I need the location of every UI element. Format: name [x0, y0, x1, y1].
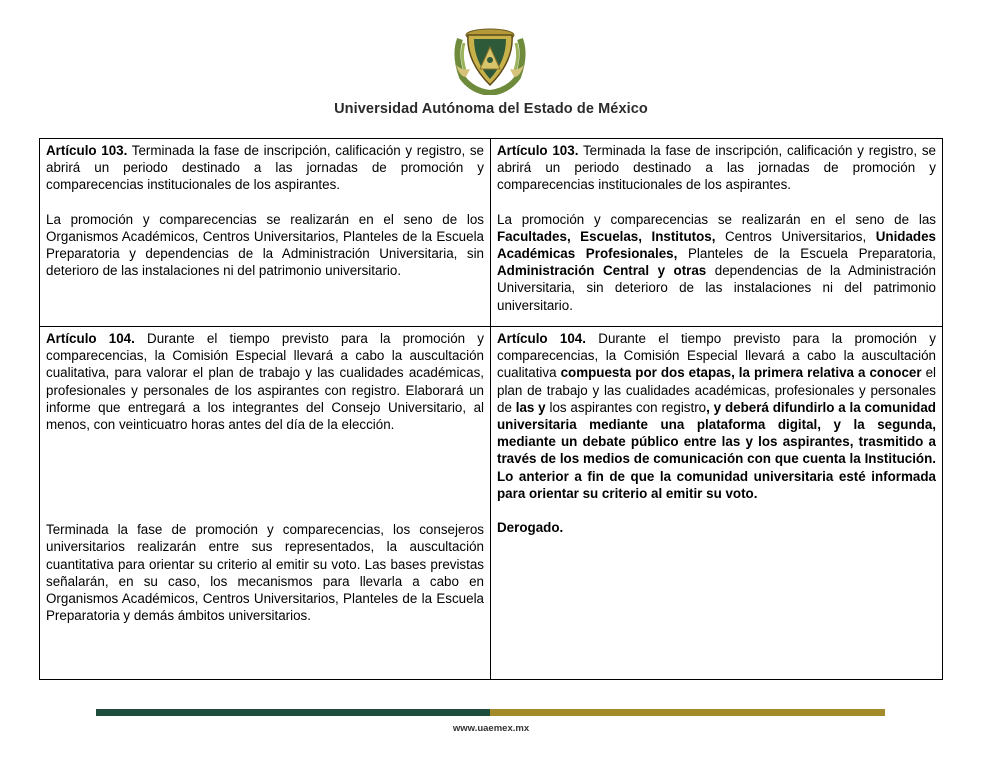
text-run: La promoción y comparecencias se realizarán en el seno de los Organismos Académicos, Centros Universitarios, Planteles de la Escuela Preparatoria y dependencias de la Administración Universitaria, sin deterioro de las instalaciones ni del patrimonio universitario. [46, 211, 484, 279]
comparison-table [39, 138, 943, 680]
bold-text: compuesta por dos etapas, la primera relativa a conocer [560, 365, 922, 381]
article-103-current [40, 139, 491, 327]
paragraph [46, 142, 484, 194]
paragraph [46, 521, 484, 624]
bold-text: Artículo 103. [497, 143, 579, 158]
paragraph [497, 211, 936, 314]
footer-bar-green [96, 709, 490, 716]
bold-text: Artículo 103. [46, 143, 128, 158]
bold-text: Artículo 104. [46, 331, 135, 346]
bold-text: las y [515, 399, 546, 415]
table-row [40, 327, 943, 680]
footer-bar-gold [490, 709, 885, 716]
article-104-reform [491, 327, 943, 680]
text-run: Durante el tiempo previsto para la promoción y comparecencias, la Comisión Especial llevará a cabo la auscultación cualitativa, para valorar el plan de trabajo y las cualidades académicas, profesionales y personales de los aspirantes con registro. Elaborará un informe que entregará a los integrantes del Consejo Universitario, al menos, con veinticuatro horas antes del día de la elección. [46, 331, 485, 433]
text-run: los aspirantes con registro [545, 399, 707, 415]
table-row [40, 139, 943, 327]
text-run: Terminada la fase de promoción y comparecencias, los consejeros universitarios realizarán entre sus representados, la auscultación cuantitativa para orientar su criterio al emitir su voto. Las bases previstas señalarán, en su caso, los mecanismos para llevarla a cabo en Organismos Académicos, Centros Universitarios, Planteles de la Escuela Preparatoria y demás ámbitos universitarios. [46, 522, 484, 624]
bold-text: Facultades, Escuelas, Institutos, [497, 228, 716, 244]
text-run: dependencias de la Administración Universitaria, sin deterioro de las instalaciones ni del patrimonio universitario. [497, 263, 936, 313]
article-104-current [40, 327, 491, 680]
website-url: www.uaemex.mx [452, 723, 530, 734]
text-run: La promoción y comparecencias se realizarán en el seno de las [497, 211, 936, 227]
bold-text: , y deberá difundirlo a la comunidad universitaria mediante una plataforma digital, y la segunda, mediante un debate público entre las y los aspirantes, trasmitido a través de los medios de comunicación con que cuenta la Institución. Lo anterior a fin de que la comunidad universitaria esté informada para orientar su criterio al emitir su voto. [497, 399, 936, 501]
bold-text: Administración Central y otras [497, 263, 707, 279]
paragraph [46, 211, 484, 280]
university-name: Universidad Autónoma del Estado de México [334, 101, 648, 117]
text-run: el plan de trabajo y las cualidades académicas, profesionales y personales de [497, 365, 936, 415]
text-run: Centros Universitarios, [715, 228, 876, 244]
page-header [0, 0, 982, 125]
bold-text: Artículo 104. [497, 331, 586, 346]
text-run: Planteles de la Escuela Preparatoria, [677, 246, 936, 262]
paragraph [497, 142, 936, 194]
bold-text: Unidades Académicas Profesionales, [497, 228, 936, 262]
paragraph [497, 519, 936, 536]
article-103-reform [491, 139, 943, 327]
paragraph [497, 330, 936, 502]
paragraph [46, 330, 484, 433]
bold-text: Derogado. [497, 520, 564, 536]
text-run: Durante el tiempo previsto para la promoción y comparecencias, la Comisión Especial llevará a cabo la auscultación cualitativa [497, 331, 937, 381]
university-seal-icon [452, 25, 528, 95]
text-run: Terminada la fase de inscripción, calificación y registro, se abrirá un periodo destinado a las jornadas de promoción y comparecencias institucionales de los aspirantes. [46, 143, 484, 193]
text-run: Terminada la fase de inscripción, calificación y registro, se abrirá un periodo destinado a las jornadas de promoción y comparecencias institucionales de los aspirantes. [497, 143, 937, 193]
